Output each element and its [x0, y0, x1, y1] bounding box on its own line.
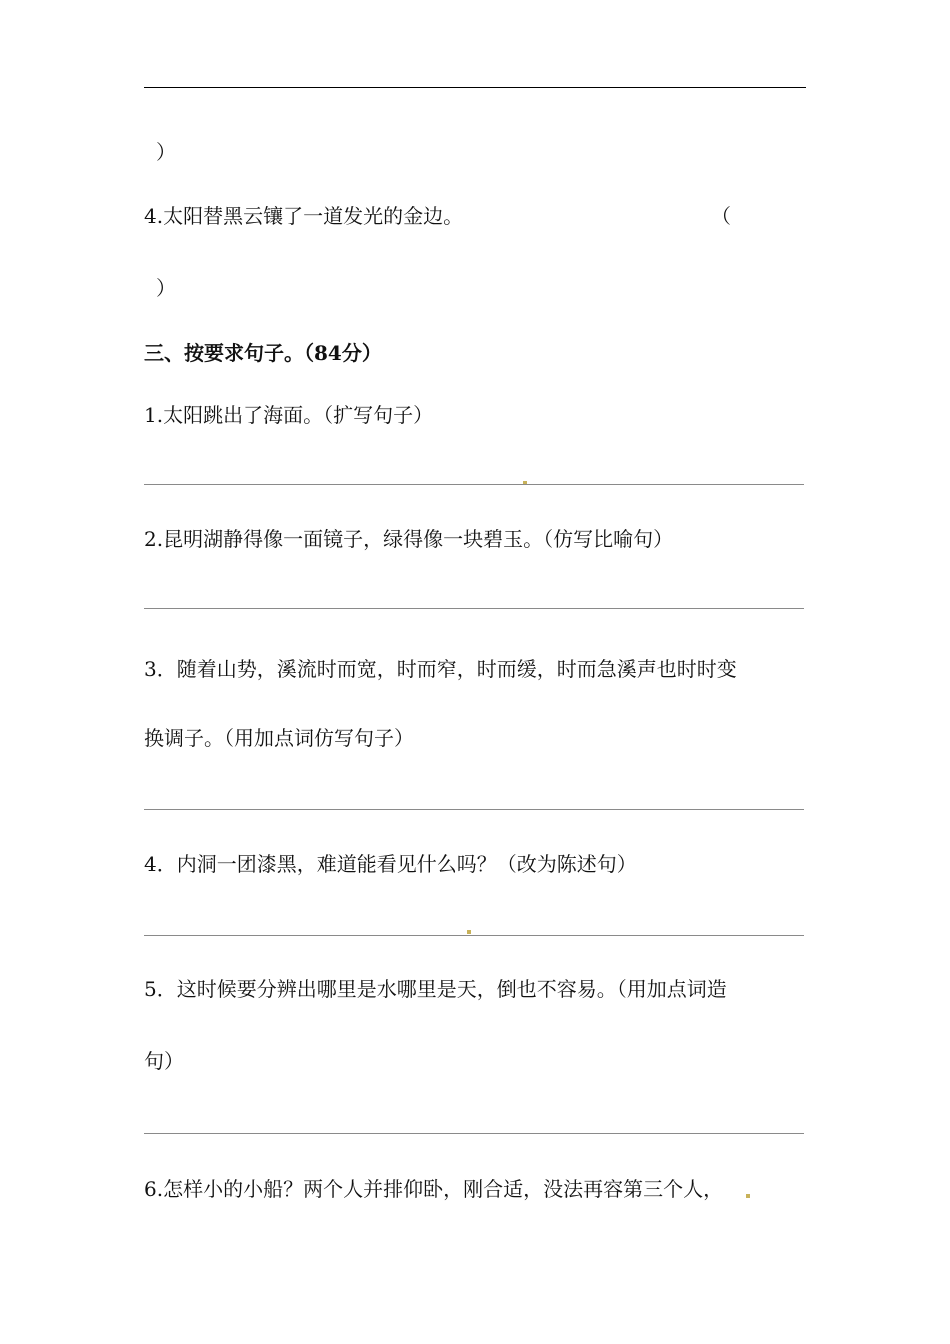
question-3-line-2: 换调子。（用加点词仿写句子） [144, 726, 414, 750]
question-5-line-1: 5．这时候要分辨出哪里是水哪里是天，倒也不容易。（用加点词造 [144, 977, 727, 1001]
closing-paren: ） [156, 140, 176, 164]
item-4-text: 4.太阳替黑云镶了一道发光的金边。 [144, 204, 464, 228]
top-rule [144, 87, 806, 88]
question-3-line-1: 3．随着山势，溪流时而宽，时而窄，时而缓，时而急溪声也时时变 [144, 657, 737, 681]
question-1: 1.太阳跳出了海面。（扩写句子） [144, 403, 434, 427]
mark-dot [746, 1194, 750, 1198]
item-4-open-paren: （ [711, 204, 731, 228]
item-4-close-paren: ） [156, 276, 176, 300]
answer-line-2[interactable] [144, 608, 804, 609]
answer-line-4[interactable] [144, 935, 804, 936]
section-3-heading: 三、按要求句子。（84分） [144, 341, 382, 365]
question-5-line-2: 句） [144, 1049, 184, 1073]
mark-dot [523, 481, 527, 484]
answer-line-3[interactable] [144, 809, 804, 810]
mark-dot [467, 930, 471, 934]
question-4: 4．内洞一团漆黑，难道能看见什么吗？（改为陈述句） [144, 852, 637, 876]
question-2: 2.昆明湖静得像一面镜子，绿得像一块碧玉。（仿写比喻句） [144, 527, 674, 551]
question-6: 6.怎样小的小船？两个人并排仰卧，刚合适，没法再容第三个人， [144, 1177, 724, 1201]
answer-line-1[interactable] [144, 484, 804, 485]
answer-line-5[interactable] [144, 1133, 804, 1134]
